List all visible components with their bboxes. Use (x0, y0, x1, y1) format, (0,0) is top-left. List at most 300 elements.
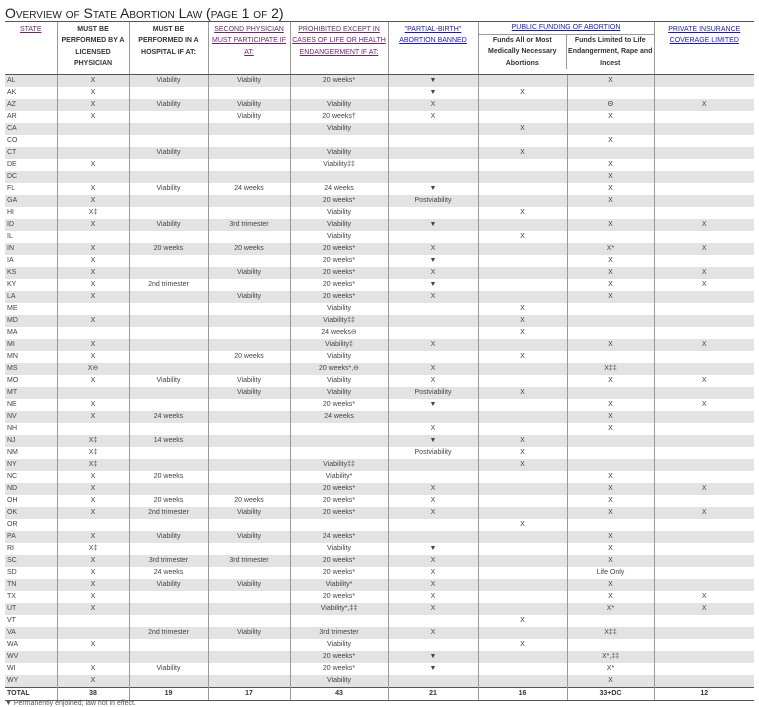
cell-funding-all (478, 579, 567, 591)
cell-prohibited: 20 weeks* (290, 243, 388, 255)
cell-hospital (129, 423, 208, 435)
table-row (5, 591, 754, 603)
cell-prohibited: Viability* (290, 471, 388, 483)
cell-hospital (129, 519, 208, 531)
cell-physician (57, 147, 129, 159)
cell-partial-birth: X (388, 579, 478, 591)
cell-funding-limited: X (567, 111, 654, 123)
cell-second-physician (208, 543, 290, 555)
header-funding-limited: Funds Limited to Life Endangerment, Rape and Incest (566, 35, 654, 69)
cell-hospital (129, 123, 208, 135)
cell-physician: X (57, 219, 129, 231)
cell-partial-birth: ▼ (388, 663, 478, 675)
cell-second-physician: Viability (208, 99, 290, 111)
cell-partial-birth: X (388, 363, 478, 375)
cell-hospital (129, 447, 208, 459)
cell-physician: X‡ (57, 207, 129, 219)
total-physician: 38 (57, 688, 129, 701)
cell-funding-limited: X (567, 591, 654, 603)
table-row (5, 255, 754, 267)
cell-funding-all: X (478, 387, 567, 399)
cell-funding-all (478, 567, 567, 579)
cell-prohibited: Viability (290, 675, 388, 688)
cell-physician: X (57, 555, 129, 567)
cell-second-physician (208, 363, 290, 375)
header-second-physician[interactable]: SECOND PHYSICIAN MUST PARTICIPATE IF AT: (208, 22, 290, 75)
table-row (5, 243, 754, 255)
cell-second-physician (208, 399, 290, 411)
cell-prohibited: 24 weeks* (290, 531, 388, 543)
cell-prohibited: 20 weeks* (290, 555, 388, 567)
cell-state: AK (7, 89, 17, 96)
cell-second-physician (208, 87, 290, 99)
cell-funding-all (478, 483, 567, 495)
cell-hospital (129, 675, 208, 688)
cell-private-insurance (654, 387, 754, 399)
cell-funding-all (478, 75, 567, 88)
cell-funding-all: X (478, 351, 567, 363)
cell-physician (57, 423, 129, 435)
header-public-funding (478, 22, 654, 75)
table-row (5, 663, 754, 675)
cell-state: MS (5, 363, 57, 375)
cell-private-insurance: X (654, 267, 754, 279)
cell-funding-limited (567, 303, 654, 315)
cell-funding-limited: X (567, 255, 654, 267)
header-hospital: MUST BE PERFORMED IN A HOSPITAL IF AT: (129, 22, 208, 75)
table-row (5, 135, 754, 147)
cell-funding-limited: X (567, 531, 654, 543)
cell-private-insurance (654, 651, 754, 663)
cell-private-insurance (654, 495, 754, 507)
cell-partial-birth (388, 531, 478, 543)
cell-private-insurance: X (654, 339, 754, 351)
cell-physician (57, 627, 129, 639)
cell-second-physician: 20 weeks (208, 243, 290, 255)
cell-funding-all (478, 219, 567, 231)
cell-physician: X (57, 75, 129, 88)
cell-funding-all: X (478, 615, 567, 627)
cell-funding-all (478, 159, 567, 171)
cell-prohibited: 20 weeks*,⊖ (290, 363, 388, 375)
cell-partial-birth: ▼ (388, 435, 478, 447)
cell-funding-all (478, 423, 567, 435)
table-body (5, 75, 754, 701)
table-row (5, 339, 754, 351)
cell-funding-all: X (478, 87, 567, 99)
cell-second-physician: Viability (208, 627, 290, 639)
cell-private-insurance (654, 663, 754, 675)
cell-physician: X‡ (57, 543, 129, 555)
cell-state: GA (5, 195, 57, 207)
cell-partial-birth: ▼ (388, 651, 478, 663)
cell-second-physician (208, 483, 290, 495)
table-row (5, 327, 754, 339)
cell-funding-all (478, 291, 567, 303)
cell-prohibited: Viability‡‡ (290, 159, 388, 171)
cell-hospital: 2nd trimester (129, 507, 208, 519)
cell-funding-limited (567, 459, 654, 471)
cell-funding-limited: X (567, 195, 654, 207)
cell-state: MO (7, 377, 19, 384)
header-row (5, 22, 754, 75)
cell-private-insurance (654, 147, 754, 159)
cell-funding-all (478, 675, 567, 688)
table-row (5, 387, 754, 399)
table-row (5, 603, 754, 615)
cell-funding-limited: X (567, 423, 654, 435)
cell-physician: X (57, 255, 129, 267)
table-row (5, 159, 754, 171)
cell-funding-all (478, 411, 567, 423)
cell-partial-birth (388, 207, 478, 219)
table-row (5, 291, 754, 303)
cell-second-physician (208, 207, 290, 219)
cell-funding-limited: Θ (567, 99, 654, 111)
cell-partial-birth (388, 675, 478, 688)
cell-partial-birth: ▼ (388, 75, 478, 88)
cell-hospital (129, 339, 208, 351)
cell-prohibited: Viability (290, 375, 388, 387)
cell-second-physician (208, 327, 290, 339)
cell-funding-limited: X (567, 483, 654, 495)
header-partial-birth[interactable]: "PARTIAL-BIRTH" ABORTION BANNED (388, 22, 478, 75)
cell-state: WI (7, 665, 16, 672)
cell-funding-limited: X (567, 471, 654, 483)
cell-private-insurance: X (654, 279, 754, 291)
cell-funding-limited: X* (567, 243, 654, 255)
table-row (5, 171, 754, 183)
cell-partial-birth: ▼ (388, 543, 478, 555)
table-row (5, 75, 754, 88)
cell-physician: X‡ (57, 447, 129, 459)
cell-private-insurance: X (654, 99, 754, 111)
cell-funding-all: X (478, 207, 567, 219)
cell-hospital: 3rd trimester (129, 555, 208, 567)
cell-funding-all (478, 627, 567, 639)
cell-physician: X (57, 351, 129, 363)
cell-private-insurance: X (654, 399, 754, 411)
cell-private-insurance (654, 543, 754, 555)
cell-state: WA (7, 641, 19, 648)
cell-funding-all (478, 591, 567, 603)
cell-second-physician (208, 279, 290, 291)
cell-physician: X (57, 603, 129, 615)
cell-funding-all (478, 135, 567, 147)
cell-physician: X (57, 339, 129, 351)
cell-funding-all: X (478, 459, 567, 471)
cell-private-insurance (654, 111, 754, 123)
cell-physician: X (57, 291, 129, 303)
cell-hospital (129, 639, 208, 651)
table-row (5, 315, 754, 327)
cell-physician: X (57, 507, 129, 519)
cell-physician: X (57, 591, 129, 603)
cell-prohibited: Viability (290, 387, 388, 399)
cell-second-physician (208, 615, 290, 627)
total-private-insurance: 12 (654, 688, 754, 701)
cell-private-insurance: X (654, 591, 754, 603)
cell-physician: X (57, 99, 129, 111)
cell-physician: X (57, 267, 129, 279)
cell-partial-birth: Postviability (388, 447, 478, 459)
cell-hospital (129, 111, 208, 123)
cell-hospital (129, 399, 208, 411)
cell-partial-birth: X (388, 567, 478, 579)
cell-second-physician (208, 159, 290, 171)
cell-state: IN (5, 243, 57, 255)
cell-funding-limited: Life Only (567, 567, 654, 579)
cell-funding-limited: X (567, 75, 654, 88)
cell-funding-all (478, 183, 567, 195)
cell-private-insurance (654, 567, 754, 579)
total-state: TOTAL (5, 688, 57, 701)
cell-state: NE (7, 401, 17, 408)
cell-funding-all: X (478, 147, 567, 159)
cell-funding-all: X (478, 435, 567, 447)
cell-state: NV (5, 411, 57, 423)
cell-prohibited: 20 weeks* (290, 591, 388, 603)
cell-private-insurance (654, 195, 754, 207)
cell-second-physician (208, 675, 290, 688)
header-private-insurance[interactable]: PRIVATE INSURANCE COVERAGE LIMITED (654, 22, 754, 75)
cell-physician: X‡ (57, 459, 129, 471)
cell-physician: X (57, 399, 129, 411)
cell-hospital (129, 651, 208, 663)
cell-physician: X (57, 567, 129, 579)
cell-state: IL (7, 233, 13, 240)
cell-partial-birth (388, 231, 478, 243)
cell-private-insurance (654, 639, 754, 651)
cell-second-physician: Viability (208, 579, 290, 591)
cell-private-insurance (654, 423, 754, 435)
cell-second-physician (208, 303, 290, 315)
cell-state: NY (5, 459, 57, 471)
cell-hospital: Viability (129, 99, 208, 111)
cell-funding-limited: X* (567, 603, 654, 615)
cell-physician: X (57, 159, 129, 171)
cell-hospital (129, 135, 208, 147)
cell-partial-birth: X (388, 627, 478, 639)
cell-hospital (129, 231, 208, 243)
cell-prohibited (290, 171, 388, 183)
cell-partial-birth: X (388, 591, 478, 603)
cell-funding-limited: X (567, 339, 654, 351)
cell-partial-birth (388, 411, 478, 423)
cell-prohibited: Viability (290, 231, 388, 243)
cell-partial-birth (388, 471, 478, 483)
header-state[interactable]: STATE (5, 22, 57, 75)
cell-state: IA (7, 257, 14, 264)
cell-second-physician: Viability (208, 387, 290, 399)
cell-prohibited (290, 135, 388, 147)
cell-prohibited: Viability* (290, 579, 388, 591)
cell-funding-limited: X (567, 171, 654, 183)
cell-state: DC (5, 171, 57, 183)
cell-physician (57, 135, 129, 147)
table-row (5, 411, 754, 423)
cell-private-insurance (654, 471, 754, 483)
cell-private-insurance (654, 255, 754, 267)
cell-private-insurance (654, 447, 754, 459)
cell-funding-limited (567, 315, 654, 327)
cell-private-insurance (654, 291, 754, 303)
cell-hospital: 20 weeks (129, 471, 208, 483)
cell-second-physician (208, 447, 290, 459)
table-row (5, 471, 754, 483)
cell-state: TX (7, 593, 16, 600)
header-funding-all: Funds All or Most Medically Necessary Abortions (488, 37, 557, 67)
cell-partial-birth (388, 147, 478, 159)
cell-state: CO (7, 137, 18, 144)
cell-funding-limited: X (567, 219, 654, 231)
table-row (5, 111, 754, 123)
cell-partial-birth: X (388, 483, 478, 495)
cell-state: AR (7, 113, 17, 120)
cell-physician: X (57, 411, 129, 423)
cell-hospital (129, 291, 208, 303)
cell-physician: X (57, 663, 129, 675)
cell-state: ID (5, 219, 57, 231)
cell-funding-limited (567, 519, 654, 531)
cell-funding-all (478, 651, 567, 663)
cell-private-insurance (654, 555, 754, 567)
cell-physician: X (57, 639, 129, 651)
cell-private-insurance: X (654, 219, 754, 231)
cell-private-insurance: X (654, 483, 754, 495)
cell-prohibited: 20 weeks† (290, 111, 388, 123)
cell-prohibited: Viability (290, 303, 388, 315)
cell-partial-birth: X (388, 339, 478, 351)
cell-hospital: 24 weeks (129, 567, 208, 579)
cell-physician: X (57, 675, 129, 688)
abortion-law-table (5, 22, 754, 701)
table-row (5, 627, 754, 639)
cell-funding-all (478, 195, 567, 207)
cell-physician (57, 387, 129, 399)
cell-prohibited: 20 weeks* (290, 279, 388, 291)
cell-private-insurance (654, 519, 754, 531)
cell-funding-limited: X (567, 495, 654, 507)
cell-funding-all: X (478, 639, 567, 651)
cell-second-physician (208, 195, 290, 207)
cell-state: KY (7, 281, 17, 288)
table-row (5, 303, 754, 315)
table-row (5, 519, 754, 531)
cell-second-physician (208, 147, 290, 159)
cell-prohibited (290, 519, 388, 531)
table-row (5, 651, 754, 663)
cell-state: LA (5, 291, 57, 303)
cell-funding-limited: X (567, 375, 654, 387)
cell-funding-limited (567, 327, 654, 339)
cell-funding-limited: X (567, 579, 654, 591)
public-funding-link[interactable]: PUBLIC FUNDING OF ABORTION (479, 22, 654, 35)
cell-funding-limited: X (567, 399, 654, 411)
cell-physician (57, 327, 129, 339)
total-hospital: 19 (129, 688, 208, 701)
cell-private-insurance (654, 675, 754, 688)
total-funding-all: 16 (478, 688, 567, 701)
cell-state: UT (5, 603, 57, 615)
cell-prohibited: Viability (290, 147, 388, 159)
cell-partial-birth: ▼ (388, 219, 478, 231)
cell-second-physician: Viability (208, 531, 290, 543)
table-row (5, 231, 754, 243)
cell-physician (57, 615, 129, 627)
cell-second-physician (208, 339, 290, 351)
cell-funding-limited: X (567, 555, 654, 567)
cell-hospital (129, 255, 208, 267)
cell-private-insurance (654, 231, 754, 243)
cell-hospital: 14 weeks (129, 435, 208, 447)
cell-state: NM (7, 449, 18, 456)
cell-prohibited: 20 weeks* (290, 291, 388, 303)
cell-state: MD (5, 315, 57, 327)
cell-partial-birth (388, 159, 478, 171)
total-second-physician: 17 (208, 688, 290, 701)
cell-funding-limited: X (567, 507, 654, 519)
cell-private-insurance (654, 183, 754, 195)
cell-state: PA (5, 531, 57, 543)
cell-funding-all: X (478, 327, 567, 339)
cell-private-insurance (654, 87, 754, 99)
cell-state: WV (5, 651, 57, 663)
table-row (5, 399, 754, 411)
table-row (5, 351, 754, 363)
cell-second-physician (208, 459, 290, 471)
cell-funding-all (478, 399, 567, 411)
cell-private-insurance (654, 315, 754, 327)
cell-partial-birth (388, 171, 478, 183)
cell-partial-birth (388, 327, 478, 339)
cell-funding-limited (567, 87, 654, 99)
cell-funding-all (478, 111, 567, 123)
cell-state: FL (7, 185, 16, 192)
cell-partial-birth: ▼ (388, 279, 478, 291)
cell-partial-birth: ▼ (388, 255, 478, 267)
cell-funding-all: X (478, 519, 567, 531)
cell-hospital: Viability (129, 579, 208, 591)
cell-partial-birth: X (388, 375, 478, 387)
cell-prohibited: Viability‡ (290, 339, 388, 351)
cell-second-physician: Viability (208, 375, 290, 387)
cell-partial-birth: Postviability (388, 387, 478, 399)
cell-physician: X (57, 87, 129, 99)
cell-second-physician: 24 weeks (208, 183, 290, 195)
cell-prohibited: 3rd trimester (290, 627, 388, 639)
table-row (5, 567, 754, 579)
table-row (5, 375, 754, 387)
cell-funding-all (478, 603, 567, 615)
cell-prohibited: Viability (290, 123, 388, 135)
header-prohibited[interactable]: PROHIBITED EXCEPT IN CASES OF LIFE OR HEALTH ENDANGERMENT IF AT: (290, 22, 388, 75)
cell-prohibited (290, 447, 388, 459)
cell-private-insurance (654, 171, 754, 183)
table-row (5, 195, 754, 207)
cell-state: MI (5, 339, 57, 351)
cell-hospital: Viability (129, 183, 208, 195)
cell-state: NJ (5, 435, 57, 447)
cell-second-physician (208, 255, 290, 267)
cell-funding-all (478, 375, 567, 387)
cell-hospital (129, 387, 208, 399)
cell-prohibited: Viability‡‡ (290, 315, 388, 327)
cell-second-physician (208, 663, 290, 675)
table-row (5, 123, 754, 135)
cell-hospital (129, 327, 208, 339)
cell-hospital (129, 159, 208, 171)
